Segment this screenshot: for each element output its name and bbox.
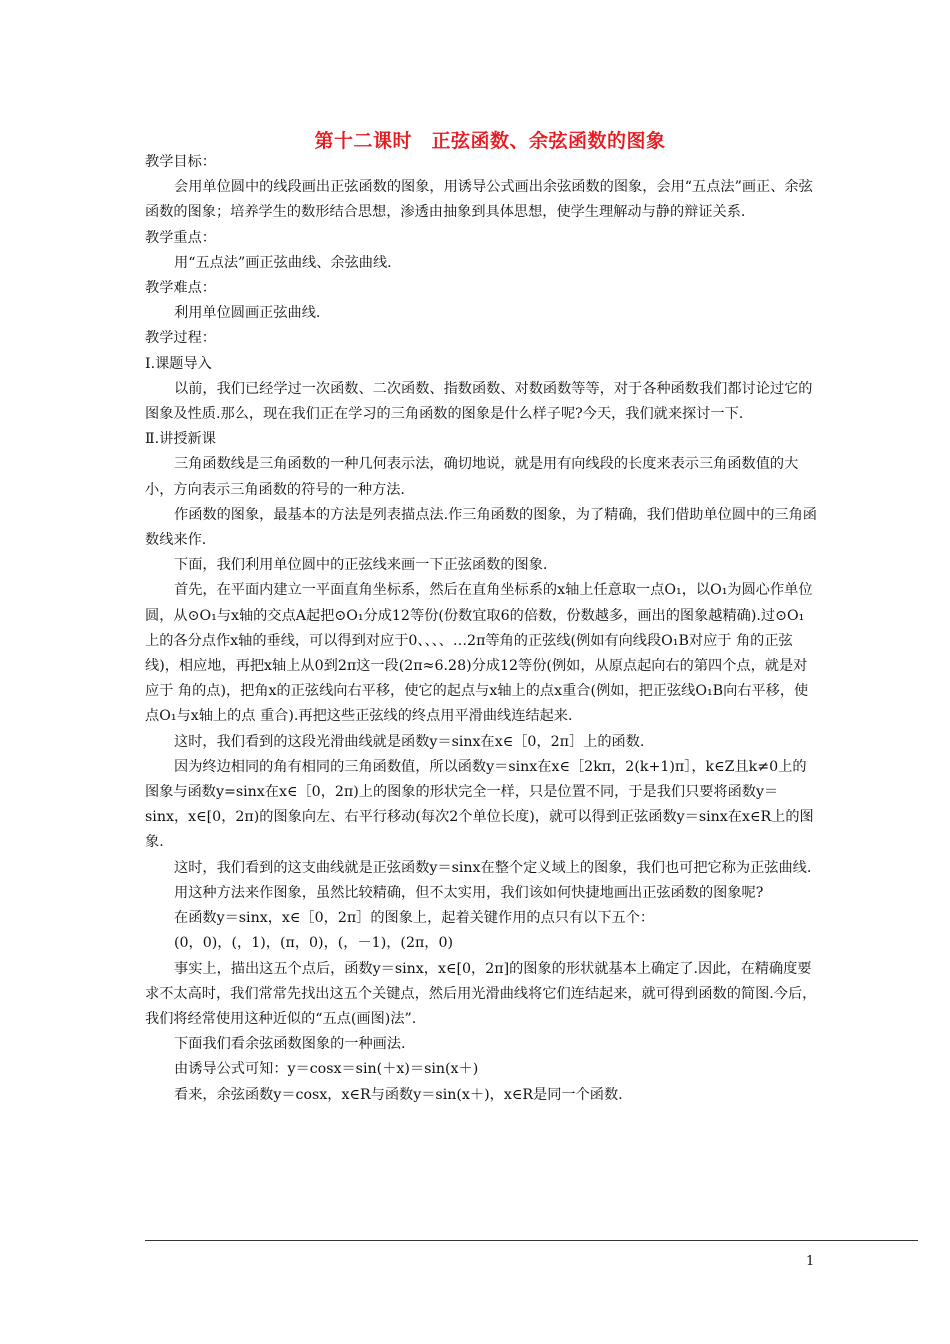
paragraph: 利用单位圆画正弦曲线. (174, 305, 321, 322)
paragraph: 在函数y＝sinx，x∈［0，2π］的图象上，起着关键作用的点只有以下五个： (174, 910, 655, 927)
paragraph: 用这种方法来作图象，虽然比较精确，但不太实用，我们该如何快捷地画出正弦函数的图象呢? (174, 884, 764, 901)
section-heading-new-lesson: Ⅱ.讲授新课 (145, 431, 216, 448)
paragraph: 事实上，描出这五个点后，函数y＝sinx，x∈[0，2π]的图象的形状就基本上确定了.因此，在精确度要求不太高时，我们常常先找出这五个关键点，然后用光滑曲线将它们连结起来，就可得到函数的简图.今后，我们将经常使用这种近似的“五点(画图)法”. (145, 960, 817, 1027)
paragraph: 作函数的图象，最基本的方法是列表描点法.作三角函数的图象，为了精确，我们借助单位圆中的三角函数线来作. (145, 506, 817, 549)
paragraph: 看来，余弦函数y＝cosx，x∈R与函数y＝sin(x＋)，x∈R是同一个函数. (174, 1086, 623, 1103)
heading-difficulties: 教学难点： (145, 280, 216, 297)
document-body (145, 150, 817, 1108)
paragraph: 下面，我们利用单位圆中的正弦线来画一下正弦函数的图象. (174, 557, 548, 574)
section-heading-intro: Ⅰ.课题导入 (145, 355, 212, 372)
page-number: 1 (806, 1254, 815, 1269)
paragraph: 三角函数线是三角函数的一种几何表示法，确切地说，就是用有向线段的长度来表示三角函数值的大小，方向表示三角函数的符号的一种方法. (145, 456, 799, 498)
formula-line: 由诱导公式可知：y＝cosx＝sin(＋x)＝sin(x＋) (174, 1061, 479, 1078)
paragraph: 会用单位圆中的线段画出正弦函数的图象，用诱导公式画出余弦函数的图象，会用“五点法”画正、余弦函数的图象；培养学生的数形结合思想，渗透由抽象到具体思想，使学生理解动与静的辩证关系. (145, 179, 813, 221)
paragraph: 首先，在平面内建立一平面直角坐标系，然后在直角坐标系的x轴上任意取一点O₁，以O₁为圆心作单位圆，从⊙O₁与x轴的交点A起把⊙O₁分成12等份(份数宜取6的倍数，份数越多，画出的图象越精确).过⊙O₁上的各分点作x轴的垂线，可以得到对应于0、、、、…2π等角的正弦线(例如有向线段O₁B对应于 角的正弦线)，相应地，再把x轴上从0到2π这一段(2π≈6.28)分成12等份(例如，从原点起向右的第四个点，就是对应于 角的点)，把角x的正弦线向右平移，使它的起点与x轴上的点x重合(例如，把正弦线O₁B向右平移，使点O₁与x轴上的点 重合).再把这些正弦线的终点用平滑曲线连结起来. (145, 582, 813, 725)
paragraph: 这时，我们看到的这支曲线就是正弦函数y＝sinx在整个定义域上的图象，我们也可把它称为正弦曲线. (174, 859, 812, 876)
paragraph: 因为终边相同的角有相同的三角函数值，所以函数y＝sinx在x∈［2kπ，2(k+1)π］，k∈Z且k≠0上的图象与函数y=sinx在x∈［0，2π)上的图象的形状完全一样，只是位置不同，于是我们只要将函数y＝sinx，x∈[0，2π)的图象向左、右平行移动(每次2个单位长度)，就可以得到正弦函数y＝sinx在x∈R上的图象. (145, 758, 814, 851)
heading-objectives: 教学目标： (145, 154, 216, 170)
key-points-list: (0，0)，(，1)，(π，0)，(，－1)，(2π，0) (174, 935, 454, 952)
paragraph: 以前，我们已经学过一次函数、二次函数、指数函数、对数函数等等，对于各种函数我们都讨论过它的图象及性质.那么，现在我们正在学习的三角函数的图象是什么样子呢?今天，我们就来探讨一下. (145, 380, 813, 423)
document-title: 第十二课时 正弦函数、余弦函数的图象 (314, 130, 666, 152)
footer-divider (145, 1240, 918, 1241)
heading-process: 教学过程： (145, 330, 216, 347)
paragraph: 这时，我们看到的这段光滑曲线就是函数y＝sinx在x∈［0，2π］上的函数. (174, 733, 645, 750)
paragraph: 用“五点法”画正弦曲线、余弦曲线. (174, 254, 392, 271)
paragraph: 下面我们看余弦函数图象的一种画法. (174, 1036, 406, 1053)
heading-key-points: 教学重点： (145, 229, 216, 246)
